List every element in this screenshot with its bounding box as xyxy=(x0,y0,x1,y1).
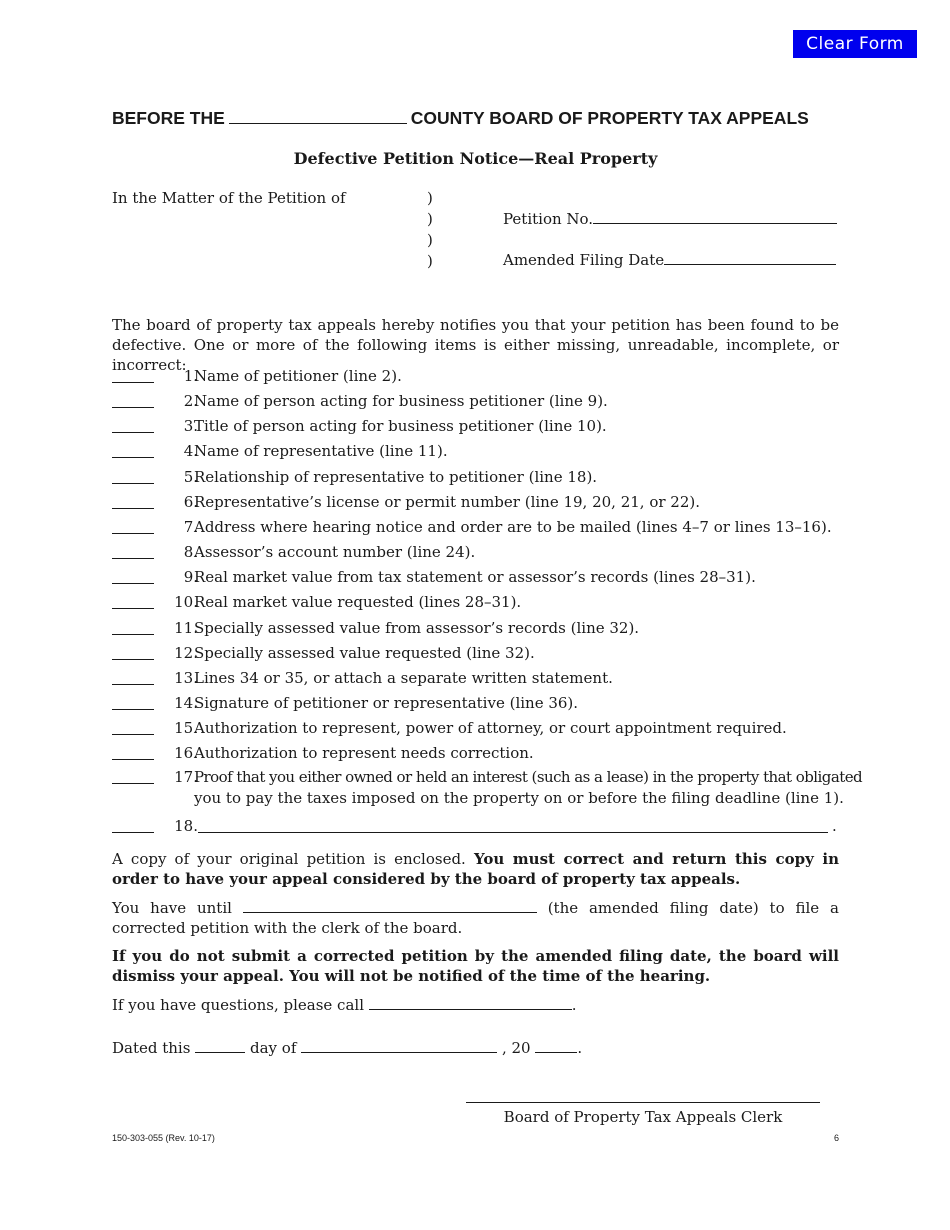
paren-1: ) xyxy=(427,189,433,207)
item-number: 14. xyxy=(174,694,198,712)
item-text: Name of petitioner (line 2). xyxy=(194,367,402,385)
item-text: Signature of petitioner or representative (line 36). xyxy=(194,694,579,712)
amended-filing-date-row xyxy=(503,250,839,270)
check-blank-18[interactable] xyxy=(112,818,154,833)
check-blank-11[interactable] xyxy=(112,620,154,635)
item-text: Address where hearing notice and order are to be mailed (lines 4–7 or lines 13–16). xyxy=(194,518,832,536)
phone-field[interactable] xyxy=(369,995,572,1010)
item-text: Authorization to represent, power of attorney, or court appointment required. xyxy=(194,719,787,737)
until-paragraph xyxy=(112,898,839,938)
list-item-11 xyxy=(112,618,839,638)
check-blank-6[interactable] xyxy=(112,494,154,509)
check-blank-9[interactable] xyxy=(112,569,154,584)
list-item-14 xyxy=(112,693,839,713)
list-item-5 xyxy=(112,467,839,487)
item-number: 6. xyxy=(183,493,198,511)
check-blank-15[interactable] xyxy=(112,720,154,735)
item-number: 11. xyxy=(174,619,198,637)
questions-before: If you have questions, please call xyxy=(112,996,364,1014)
check-blank-3[interactable] xyxy=(112,418,154,433)
day-field[interactable] xyxy=(195,1038,245,1053)
check-blank-7[interactable] xyxy=(112,519,154,534)
item-number: 2. xyxy=(183,392,198,410)
header-before: BEFORE THE xyxy=(112,108,225,128)
dated-end: . xyxy=(577,1039,583,1057)
page-title: Defective Petition Notice—Real Property xyxy=(293,149,658,168)
item-text: Title of person acting for business petitioner (line 10). xyxy=(194,417,607,435)
amended-filing-date-field[interactable] xyxy=(664,250,836,265)
header-after: COUNTY BOARD OF PROPERTY TAX APPEALS xyxy=(410,108,809,128)
check-blank-12[interactable] xyxy=(112,645,154,660)
item-text: Name of person acting for business petitioner (line 9). xyxy=(194,392,608,410)
until-after: (the amended filing date) to file a corrected petition with the clerk of the board. xyxy=(112,899,839,937)
item-text: Specially assessed value from assessor’s records (line 32). xyxy=(194,619,640,637)
matter-label: In the Matter of the Petition of xyxy=(112,189,346,207)
month-field[interactable] xyxy=(301,1038,497,1053)
item-text: Representative’s license or permit number (line 19, 20, 21, or 22). xyxy=(194,493,701,511)
check-blank-14[interactable] xyxy=(112,695,154,710)
item-text: Relationship of representative to petitioner (line 18). xyxy=(194,468,598,486)
item-number: 16. xyxy=(174,744,198,762)
list-item-10 xyxy=(112,592,839,612)
item-number: 9. xyxy=(183,568,198,586)
check-blank-2[interactable] xyxy=(112,393,154,408)
item-number: 13. xyxy=(174,669,198,687)
list-item-12 xyxy=(112,643,839,663)
list-item-1 xyxy=(112,366,839,386)
item-number: 15. xyxy=(174,719,198,737)
item-number: 7. xyxy=(183,518,198,536)
list-item-15 xyxy=(112,718,839,738)
list-item-4 xyxy=(112,441,839,461)
intro-paragraph: The board of property tax appeals hereby notifies you that your petition has been found to be defective. One or more of the following items is either missing, unreadable, incomplete, or incorrect: xyxy=(112,316,839,374)
petition-no-row xyxy=(503,209,839,229)
item-text: Real market value from tax statement or assessor’s records (lines 28–31). xyxy=(194,568,756,586)
list-item-7 xyxy=(112,517,839,537)
form-header xyxy=(112,107,839,129)
check-blank-13[interactable] xyxy=(112,670,154,685)
list-item-2 xyxy=(112,391,839,411)
check-blank-8[interactable] xyxy=(112,544,154,559)
other-defect-field[interactable] xyxy=(198,818,828,833)
signature-line[interactable] xyxy=(466,1102,820,1103)
check-blank-1[interactable] xyxy=(112,368,154,383)
item-number: 4. xyxy=(183,442,198,460)
paren-2: ) xyxy=(427,210,433,228)
item-number: 17. xyxy=(174,768,198,786)
list-item-13 xyxy=(112,668,839,688)
item-text: Name of representative (line 11). xyxy=(194,442,448,460)
dated-this: Dated this xyxy=(112,1039,191,1057)
form-number: 150-303-055 (Rev. 10-17) xyxy=(112,1133,215,1143)
list-item-18 xyxy=(112,816,839,836)
item-text: Lines 34 or 35, or attach a separate written statement. xyxy=(194,669,613,687)
list-item-16 xyxy=(112,743,839,763)
item-number: 12. xyxy=(174,644,198,662)
page-number: 6 xyxy=(833,1133,839,1143)
year-field[interactable] xyxy=(535,1038,577,1053)
item-text: Real market value requested (lines 28–31). xyxy=(194,593,522,611)
signature-label: Board of Property Tax Appeals Clerk xyxy=(503,1108,783,1126)
list-item-9 xyxy=(112,567,839,587)
item-number: 8. xyxy=(183,543,198,561)
item-text: Authorization to represent needs correction. xyxy=(194,744,534,762)
questions-after: . xyxy=(571,996,577,1014)
item-number: 10. xyxy=(174,593,198,611)
item-text-line1: Proof that you either owned or held an interest (such as a lease) in the property that obligated xyxy=(194,768,863,786)
list-item-3 xyxy=(112,416,839,436)
item-17-line2: you to pay the taxes imposed on the property on or before the filing deadline (line 1). xyxy=(194,789,844,807)
item-number: 18. xyxy=(174,817,198,835)
item-number: 3. xyxy=(183,417,198,435)
petition-no-label: Petition No. xyxy=(503,210,594,228)
check-blank-17[interactable] xyxy=(112,769,154,784)
comma-20: , 20 xyxy=(501,1039,531,1057)
check-blank-4[interactable] xyxy=(112,443,154,458)
questions-row xyxy=(112,995,577,1015)
list-item-8 xyxy=(112,542,839,562)
item-number: 5. xyxy=(183,468,198,486)
copy-bold: You must correct and return this copy in order to have your appeal considered by the board of property tax appeals. xyxy=(112,850,839,888)
until-date-field[interactable] xyxy=(243,898,537,913)
paren-4: ) xyxy=(427,252,433,270)
warning-paragraph: If you do not submit a corrected petition by the amended filing date, the board will dismiss your appeal. You will not be notified of the time of the hearing. xyxy=(112,947,839,985)
item-18-end: . xyxy=(832,817,837,835)
county-name-field[interactable] xyxy=(229,107,407,124)
list-item-17 xyxy=(112,767,863,787)
item-text: Specially assessed value requested (line 32). xyxy=(194,644,535,662)
check-blank-16[interactable] xyxy=(112,745,154,760)
item-number: 1. xyxy=(183,367,198,385)
copy-normal: A copy of your original petition is enclosed. xyxy=(112,850,466,868)
amended-filing-date-label: Amended Filing Date xyxy=(503,251,665,269)
copy-paragraph xyxy=(112,849,839,889)
dated-row xyxy=(112,1038,582,1058)
item-text: Assessor’s account number (line 24). xyxy=(194,543,476,561)
clear-form-button[interactable]: Clear Form xyxy=(793,30,917,58)
check-blank-5[interactable] xyxy=(112,469,154,484)
petition-no-field[interactable] xyxy=(593,209,837,224)
list-item-6 xyxy=(112,492,839,512)
until-before: You have until xyxy=(112,899,232,917)
paren-3: ) xyxy=(427,231,433,249)
check-blank-10[interactable] xyxy=(112,594,154,609)
day-of: day of xyxy=(250,1039,297,1057)
